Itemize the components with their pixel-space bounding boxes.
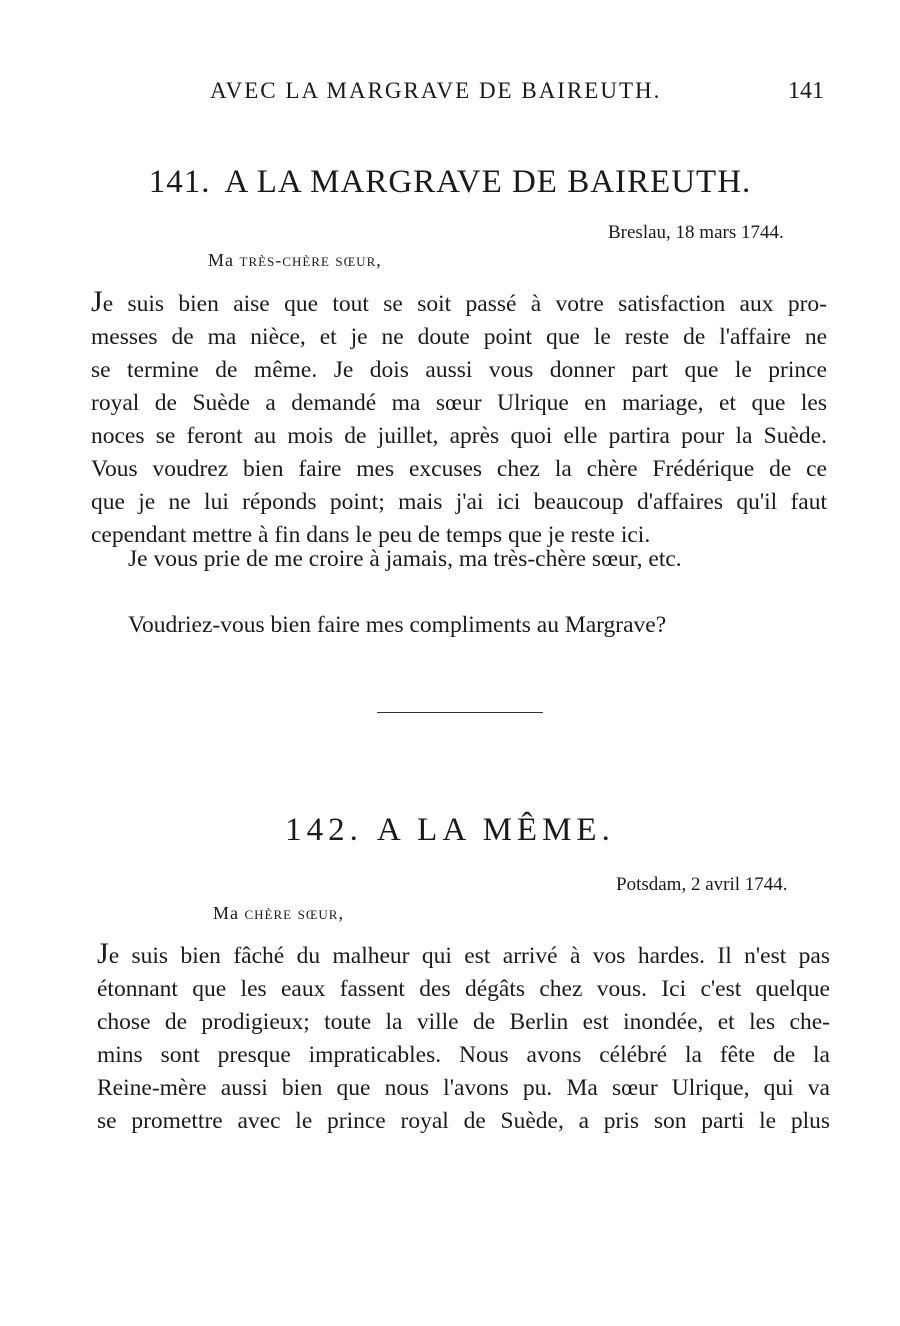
body-line: Je suis bien fâché du malheur qui est arrivé à vos hardes. Il n'est pas — [97, 937, 830, 970]
body-line: mins sont presque impraticables. Nous avons célébré la fête de la — [97, 1042, 830, 1068]
letter-141-dateline: Breslau, 18 mars 1744. — [608, 222, 784, 243]
salutation-initial: Ma — [213, 903, 239, 923]
body-line: étonnant que les eaux fassent des dégâts chez vous. Ici c'est quelque — [97, 976, 830, 1002]
body-line: se promettre avec le prince royal de Suède, a pris son parti le plus — [97, 1108, 830, 1134]
letter-heading: A LA MARGRAVE DE BAIREUTH. — [224, 164, 752, 200]
body-line: cependant mettre à fin dans le peu de temps que je reste ici. — [91, 522, 651, 548]
salutation-initial: Ma — [208, 250, 234, 270]
body-line: Vous voudrez bien faire mes excuses chez la chère Frédérique de ce — [91, 456, 827, 482]
letter-number: 141. — [148, 164, 211, 200]
running-head: AVEC LA MARGRAVE DE BAIREUTH. — [210, 78, 662, 103]
body-line: messes de ma nièce, et je ne doute point que le reste de l'affaire ne — [91, 324, 827, 350]
drop-letter: J — [91, 285, 103, 318]
body-line: chose de prodigieux; toute la ville de Berlin est inondée, et les che- — [97, 1009, 830, 1035]
letter-142-dateline: Potsdam, 2 avril 1744. — [616, 874, 788, 895]
salutation-rest: chère sœur, — [244, 903, 344, 923]
salutation-rest: très-chère sœur, — [239, 250, 382, 270]
section-divider — [377, 712, 543, 713]
body-line: se termine de même. Je dois aussi vous donner part que le prince — [91, 357, 827, 383]
letter-141-salutation — [208, 250, 382, 271]
letter-142-body — [97, 937, 830, 1138]
letter-142-salutation — [213, 903, 344, 924]
letter-142-title — [0, 812, 900, 849]
body-line: royal de Suède a demandé ma sœur Ulrique en mariage, et que les — [91, 390, 827, 416]
letter-141-body — [91, 285, 827, 552]
page-number: 141 — [788, 78, 824, 104]
drop-letter: J — [97, 937, 109, 970]
body-line: Je suis bien aise que tout se soit passé à votre satisfaction aux pro- — [91, 285, 827, 318]
letter-141-title — [0, 164, 900, 201]
letter-141-postscript: Voudriez-vous bien faire mes compliments au Margrave? — [128, 612, 667, 638]
letter-heading: A LA MÊME. — [376, 812, 615, 848]
body-line: que je ne lui réponds point; mais j'ai ici beaucoup d'affaires qu'il faut — [91, 489, 827, 515]
letter-number: 142. — [285, 812, 363, 848]
body-line: Reine-mère aussi bien que nous l'avons pu. Ma sœur Ulrique, qui va — [97, 1075, 830, 1101]
letter-141-closing: Je vous prie de me croire à jamais, ma très-chère sœur, etc. — [128, 546, 682, 572]
body-line: noces se feront au mois de juillet, après quoi elle partira pour la Suède. — [91, 423, 827, 449]
